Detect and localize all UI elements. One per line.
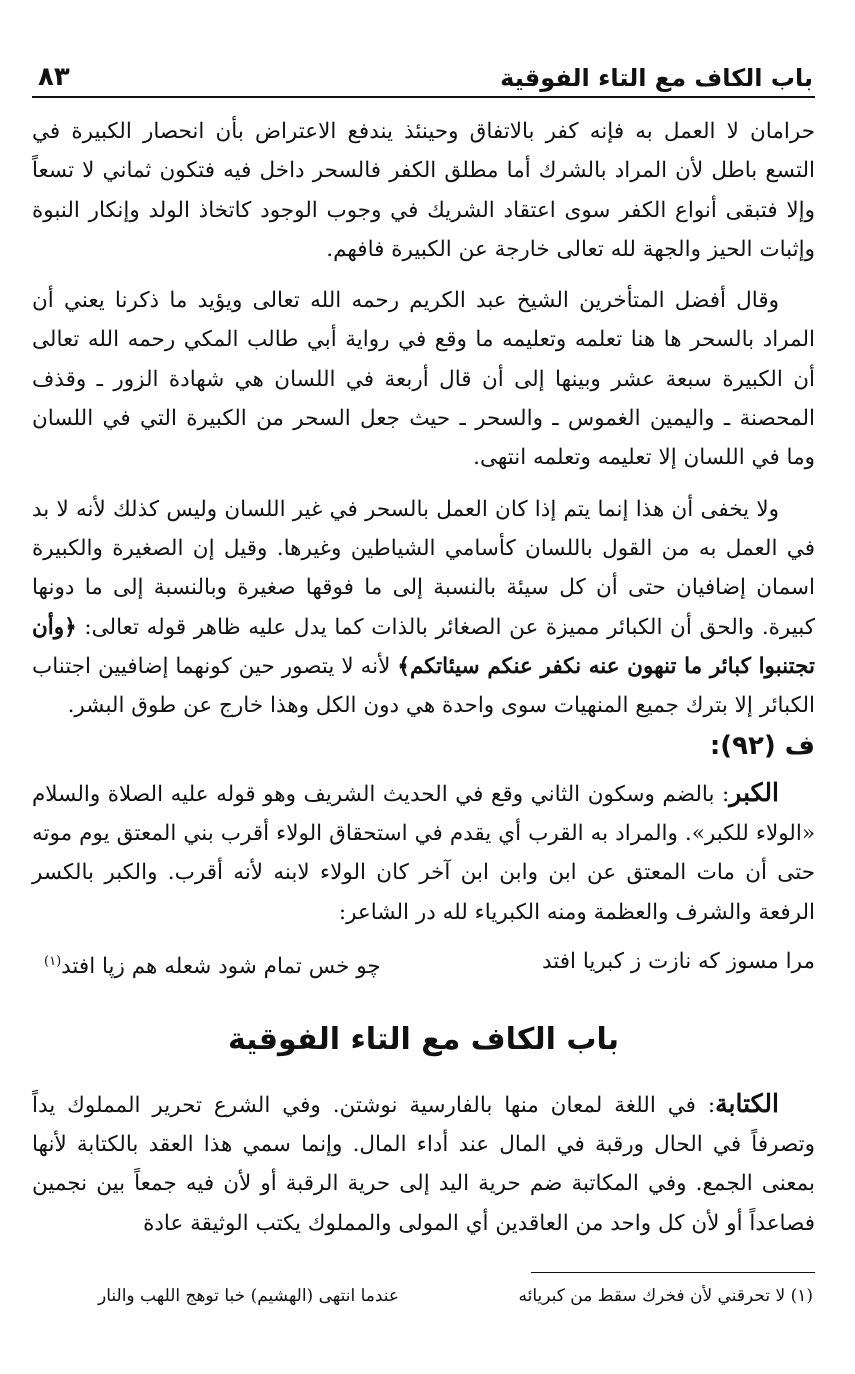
footnote-marker: (١)	[790, 1286, 813, 1306]
paragraph-3	[32, 490, 815, 726]
paragraph-1: حرامان لا العمل به فإنه كفر بالاتفاق وحينئذ يندفع الاعتراض بأن انحصار الكبيرة في التسع باطل لأن المراد بالشرك أما مطلق الكفر فالسحر داخل فيه فتكون ثماني لا تسعاً وإلا فتبقى أنواع الكفر سوى اعتقاد الشريك في وجوب الوجود كاتخاذ الولد وإنكار النبوة وإثبات الحيز والجهة لله تعالى خارجة عن الكبيرة فافهم.	[32, 119, 815, 262]
entry-term-kitaba: الكتابة	[715, 1088, 779, 1118]
running-title: باب الكاف مع التاء الفوقية	[500, 64, 813, 92]
header-rule	[32, 96, 815, 98]
footnote-part-1-wrap	[518, 1286, 813, 1306]
page-number: ٨٣	[38, 62, 70, 92]
footnote-part-1: لا تحرقني لأن فخرك سقط من كبريائه	[518, 1286, 786, 1306]
footnote-part-2: عندما انتهى (الهشيم) خبا توهج اللهب والنار	[98, 1286, 400, 1306]
paragraph-5-text: : في اللغة لمعان منها بالفارسية نوشتن. وفي الشرع تحرير المملوك يداً وتصرفاً في الحال ورقبة في المال عند أداء المال. وإنما سمي هذا العقد بالكتابة لأنها بمعنى الجمع. وفي المكاتبة ضم حرية اليد إلى حرية الرقبة أو لأن فيه جمعاً بين نجمين فصاعداً أو لأن كل واحد من العاقدين أي المولى والمملوك يكتب الوثيقة عادة	[32, 1092, 815, 1236]
section-title: باب الكاف مع التاء الفوقية	[227, 1022, 620, 1058]
verse-hemistich-2-wrap	[32, 942, 381, 986]
paragraph-2: وقال أفضل المتأخرين الشيخ عبد الكريم رحمه الله تعالى ويؤيد ما ذكرنا يعني أن المراد بالسحر ها هنا تعلمه وتعليمه ما وقع في رواية أبي طالب المكي رحمه الله تعالى أن الكبيرة سبعة عشر وبينها إلى أن قال أربعة في اللسان هي شهادة الزور ـ وقذف المحصنة ـ واليمين الغموس ـ والسحر ـ حيث جعل السحر من الكبيرة التي في اللسان وما في اللسان إلا تعليمه وتعلمه انتهى.	[32, 288, 815, 471]
verse-hemistich-2: چو خس تمام شود شعله هم زپا افتد	[61, 954, 381, 980]
entry-heading: ف (٩٢):	[709, 731, 815, 762]
paragraph-4	[32, 773, 815, 932]
persian-verse	[32, 942, 815, 986]
running-header	[38, 58, 813, 92]
main-text	[32, 112, 815, 1243]
paragraph-4-text: : بالضم وسكون الثاني وقع في الحديث الشريف وهو قوله عليه الصلاة والسلام «الولاء للكبر». والمراد به القرب أي يقدم في استحقاق الولاء أقرب بني المعتق يوم موته حتى أن مات المعتق عن ابن وابن ابن آخر كان الولاء لابنه لأنه أقرب. والكبر بالكسر الرفعة والشرف والعظمة ومنه الكبرياء لله در الشاعر:	[32, 781, 815, 925]
footnote-rule	[531, 1272, 815, 1273]
footnote	[90, 1286, 813, 1306]
paragraph-3-text-a: ولا يخفى أن هذا إنما يتم إذا كان العمل بالسحر في غير اللسان وليس كذلك لأنه لا بد في العمل به من القول باللسان كأسامي الشياطين وغيرها. وقيل إن الصغيرة والكبيرة اسمان إضافيان حتى أن كل سيئة بالنسبة إلى ما فوقها صغيرة وبالنسبة إلى ما دونها كبيرة. والحق أن الكبائر مميزة عن الصغائر بالذات كما يدل عليه ظاهر قوله تعالى:	[32, 496, 815, 640]
footnote-reference: (١)	[44, 953, 62, 969]
paragraph-5	[32, 1084, 815, 1243]
paragraph-3-text-b: لأنه لا يتصور حين كونهما إضافيين اجتناب الكبائر إلا بترك جميع المنهيات سوى واحدة هي دون الكل وهذا خارج عن طوق البشر.	[32, 653, 815, 719]
entry-term-kibr: الكبر	[729, 777, 779, 807]
quran-verse: ﴿وأن تجتنبوا كبائر ما تنهون عنه نكفر عنكم سيئاتكم﴾	[32, 614, 815, 679]
verse-hemistich-1: مرا مسوز كه نازت ز كبريا افتد	[542, 948, 815, 974]
